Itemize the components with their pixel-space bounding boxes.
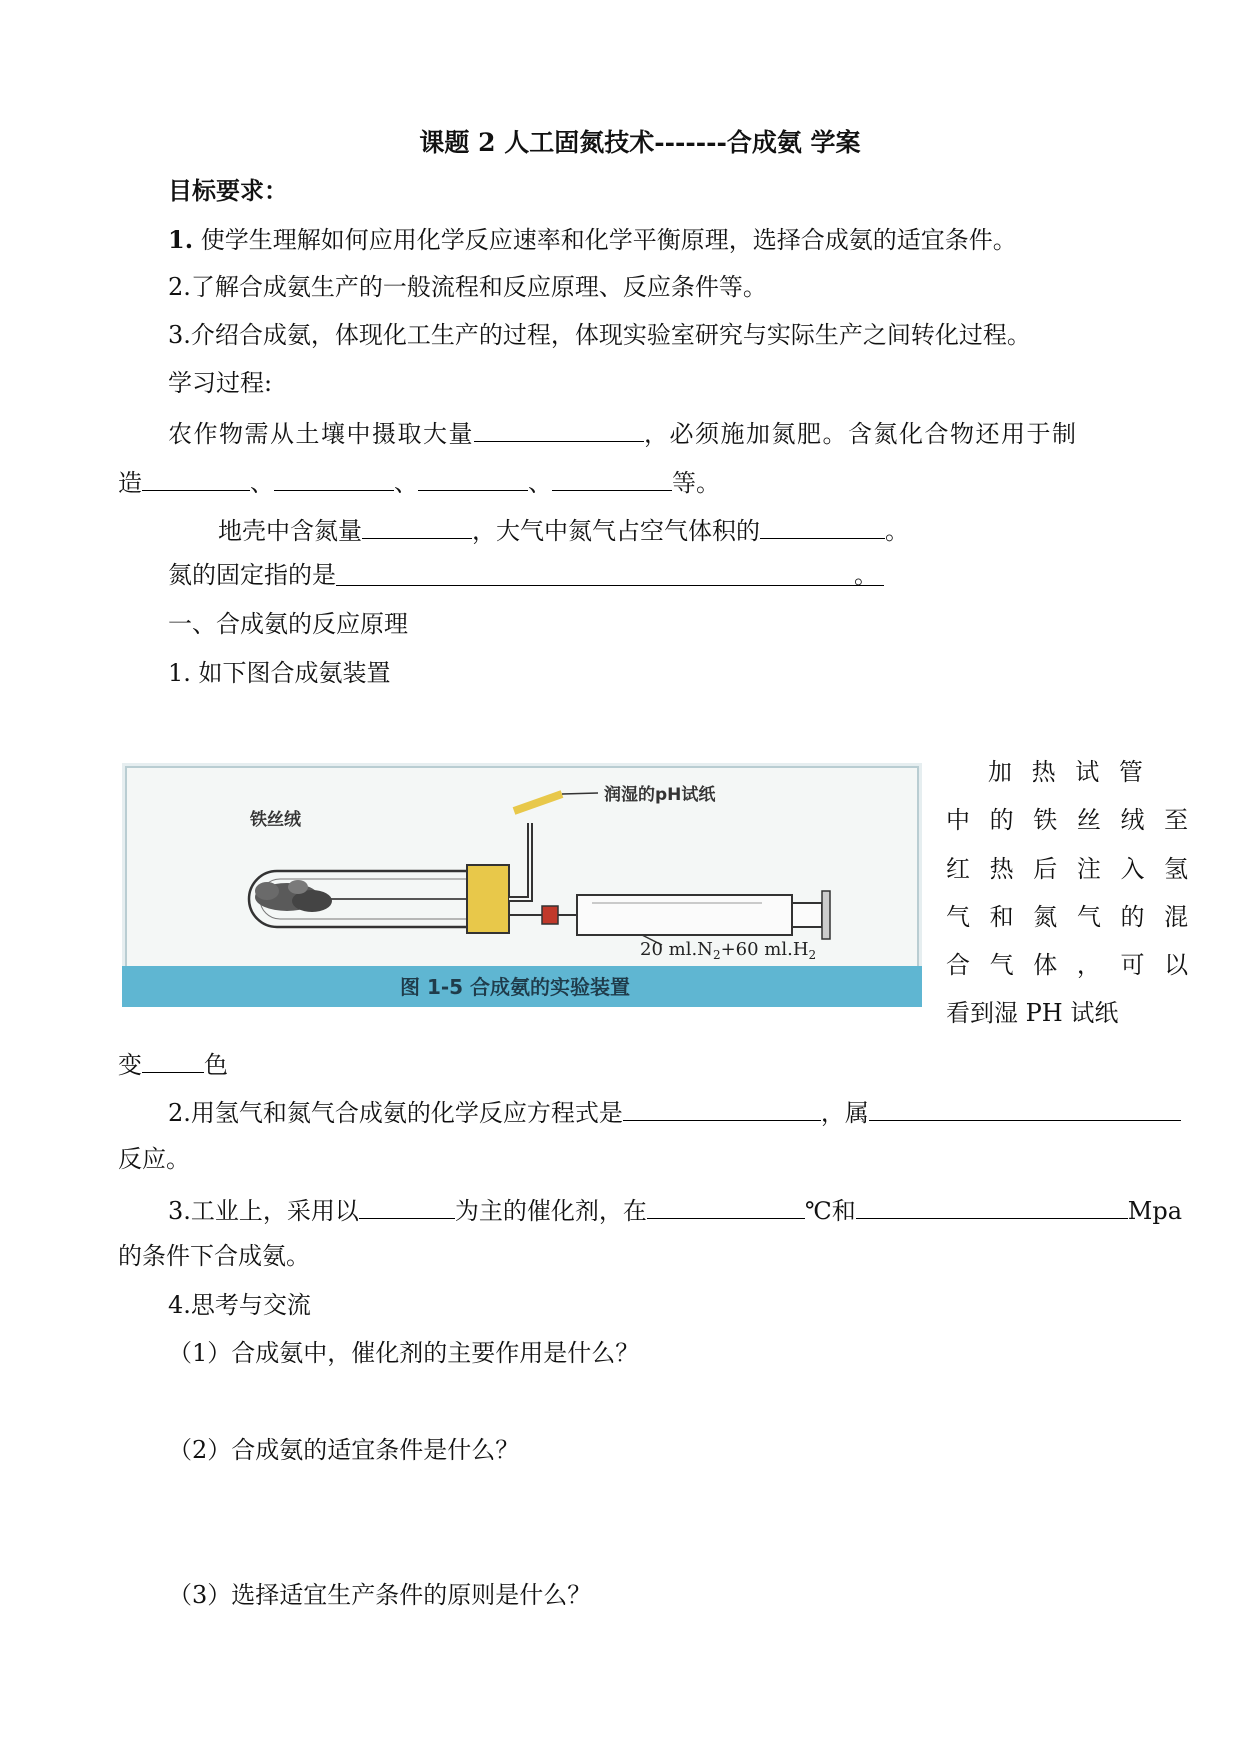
objective-text: 了解合成氨生产的一般流程和反应原理、反应条件等。 bbox=[190, 273, 767, 301]
q3-text-3: ℃和 bbox=[804, 1197, 856, 1225]
answer-blank[interactable] bbox=[362, 512, 472, 539]
crust-line bbox=[218, 512, 909, 547]
process-heading: 学习过程: bbox=[168, 369, 273, 397]
side-text-line: 加 热 试 管 bbox=[988, 758, 1149, 786]
q4-sub-question: （1）合成氨中，催化剂的主要作用是什么？ bbox=[168, 1339, 640, 1367]
crops-text-end: 等。 bbox=[672, 469, 720, 497]
rubber-stopper bbox=[467, 865, 509, 933]
objectives-heading: 目标要求： bbox=[168, 176, 288, 205]
apparatus-diagram bbox=[122, 763, 922, 1007]
side-text-line: 看到湿 PH 试纸 bbox=[946, 999, 1119, 1027]
objective-number: 3. bbox=[168, 321, 191, 349]
q4-sub-question: （3）选择适宜生产条件的原则是什么？ bbox=[168, 1581, 592, 1609]
question-3 bbox=[168, 1192, 1182, 1227]
crust-text-end: 。 bbox=[885, 517, 909, 545]
fixation-line bbox=[168, 559, 884, 591]
q3-text-1: 3.工业上，采用以 bbox=[168, 1197, 359, 1225]
page-title: 课题 2 人工固氮技术-------合成氨 学案 bbox=[419, 128, 861, 157]
answer-blank[interactable] bbox=[359, 1192, 455, 1219]
crust-text-1: 地壳中含氮量 bbox=[218, 517, 362, 545]
question-2 bbox=[168, 1094, 1181, 1129]
q3-text-2: 为主的催化剂，在 bbox=[454, 1197, 647, 1225]
q2-text-3: 反应。 bbox=[118, 1145, 190, 1173]
objective-number: 1. bbox=[168, 225, 194, 254]
answer-blank[interactable] bbox=[336, 559, 884, 589]
answer-blank[interactable] bbox=[856, 1192, 1128, 1219]
answer-blank[interactable] bbox=[142, 1046, 204, 1073]
label-gas-mixture: 20 $ml.N_2+60$ $ml.H_2$ bbox=[640, 939, 817, 962]
side-text-line: 合 气 体 ， 可 以 bbox=[946, 951, 1195, 979]
answer-blank[interactable] bbox=[869, 1094, 1181, 1121]
side-text-line: 中 的 铁 丝 绒 至 bbox=[946, 806, 1195, 834]
objective-item bbox=[168, 319, 1031, 351]
label-ph-paper: 润湿的pH试纸 bbox=[604, 785, 716, 805]
side-text-line: 气 和 氮 气 的 混 bbox=[946, 903, 1195, 931]
q4-sub-question: （2）合成氨的适宜条件是什么？ bbox=[168, 1436, 520, 1464]
objective-item bbox=[168, 271, 767, 303]
red-connector bbox=[542, 906, 558, 924]
crops-line-2 bbox=[118, 464, 720, 499]
objective-number: 2. bbox=[168, 273, 191, 301]
separator: 、 bbox=[528, 469, 552, 497]
item-1: 1. 如下图合成氨装置 bbox=[168, 659, 391, 687]
crops-text-1: 农作物需从土壤中摄取大量 bbox=[168, 420, 474, 448]
crops-text-2: ，必须施加氮肥。含氮化合物还用于制 bbox=[644, 420, 1078, 448]
crops-text-3: 造 bbox=[118, 469, 142, 497]
objective-text: 使学生理解如何应用化学反应速率和化学平衡原理，选择合成氨的适宜条件。 bbox=[193, 226, 1017, 254]
q4-heading: 4.思考与交流 bbox=[168, 1291, 311, 1319]
syringe bbox=[558, 891, 830, 939]
q3-text-5: 的条件下合成氨。 bbox=[118, 1242, 310, 1270]
crust-text-2: ，大气中氮气占空气体积的 bbox=[472, 517, 760, 545]
fixation-text: 氮的固定指的是 bbox=[168, 561, 336, 589]
crops-line bbox=[168, 415, 1078, 450]
answer-blank[interactable] bbox=[142, 464, 250, 491]
answer-blank[interactable] bbox=[418, 464, 528, 491]
separator: 、 bbox=[250, 469, 274, 497]
q3-text-4: Mpa bbox=[1127, 1197, 1183, 1225]
side-text-line: 红 热 后 注 入 氢 bbox=[946, 855, 1195, 883]
answer-blank[interactable] bbox=[760, 512, 885, 539]
apparatus-figure bbox=[122, 763, 922, 1007]
fixation-period: 。 bbox=[854, 561, 878, 589]
section-heading: 一、合成氨的反应原理 bbox=[168, 610, 408, 638]
label-iron-wool: 铁丝绒 bbox=[250, 810, 301, 830]
answer-blank[interactable] bbox=[474, 415, 644, 442]
q2-text-1: 2.用氢气和氮气合成氨的化学反应方程式是 bbox=[168, 1099, 623, 1127]
color-line bbox=[118, 1046, 228, 1081]
color-text-end: 色 bbox=[204, 1051, 228, 1079]
answer-blank[interactable] bbox=[647, 1192, 805, 1219]
q2-text-2: ，属 bbox=[820, 1099, 869, 1127]
objective-item bbox=[168, 224, 1017, 256]
answer-blank[interactable] bbox=[552, 464, 672, 491]
answer-blank[interactable] bbox=[274, 464, 394, 491]
color-text-1: 变 bbox=[118, 1051, 142, 1079]
objective-text: 介绍合成氨，体现化工生产的过程，体现实验室研究与实际生产之间转化过程。 bbox=[190, 321, 1031, 349]
separator: 、 bbox=[394, 469, 418, 497]
figure-caption: 图 1-5 合成氨的实验装置 bbox=[400, 975, 631, 999]
answer-blank[interactable] bbox=[623, 1094, 821, 1121]
